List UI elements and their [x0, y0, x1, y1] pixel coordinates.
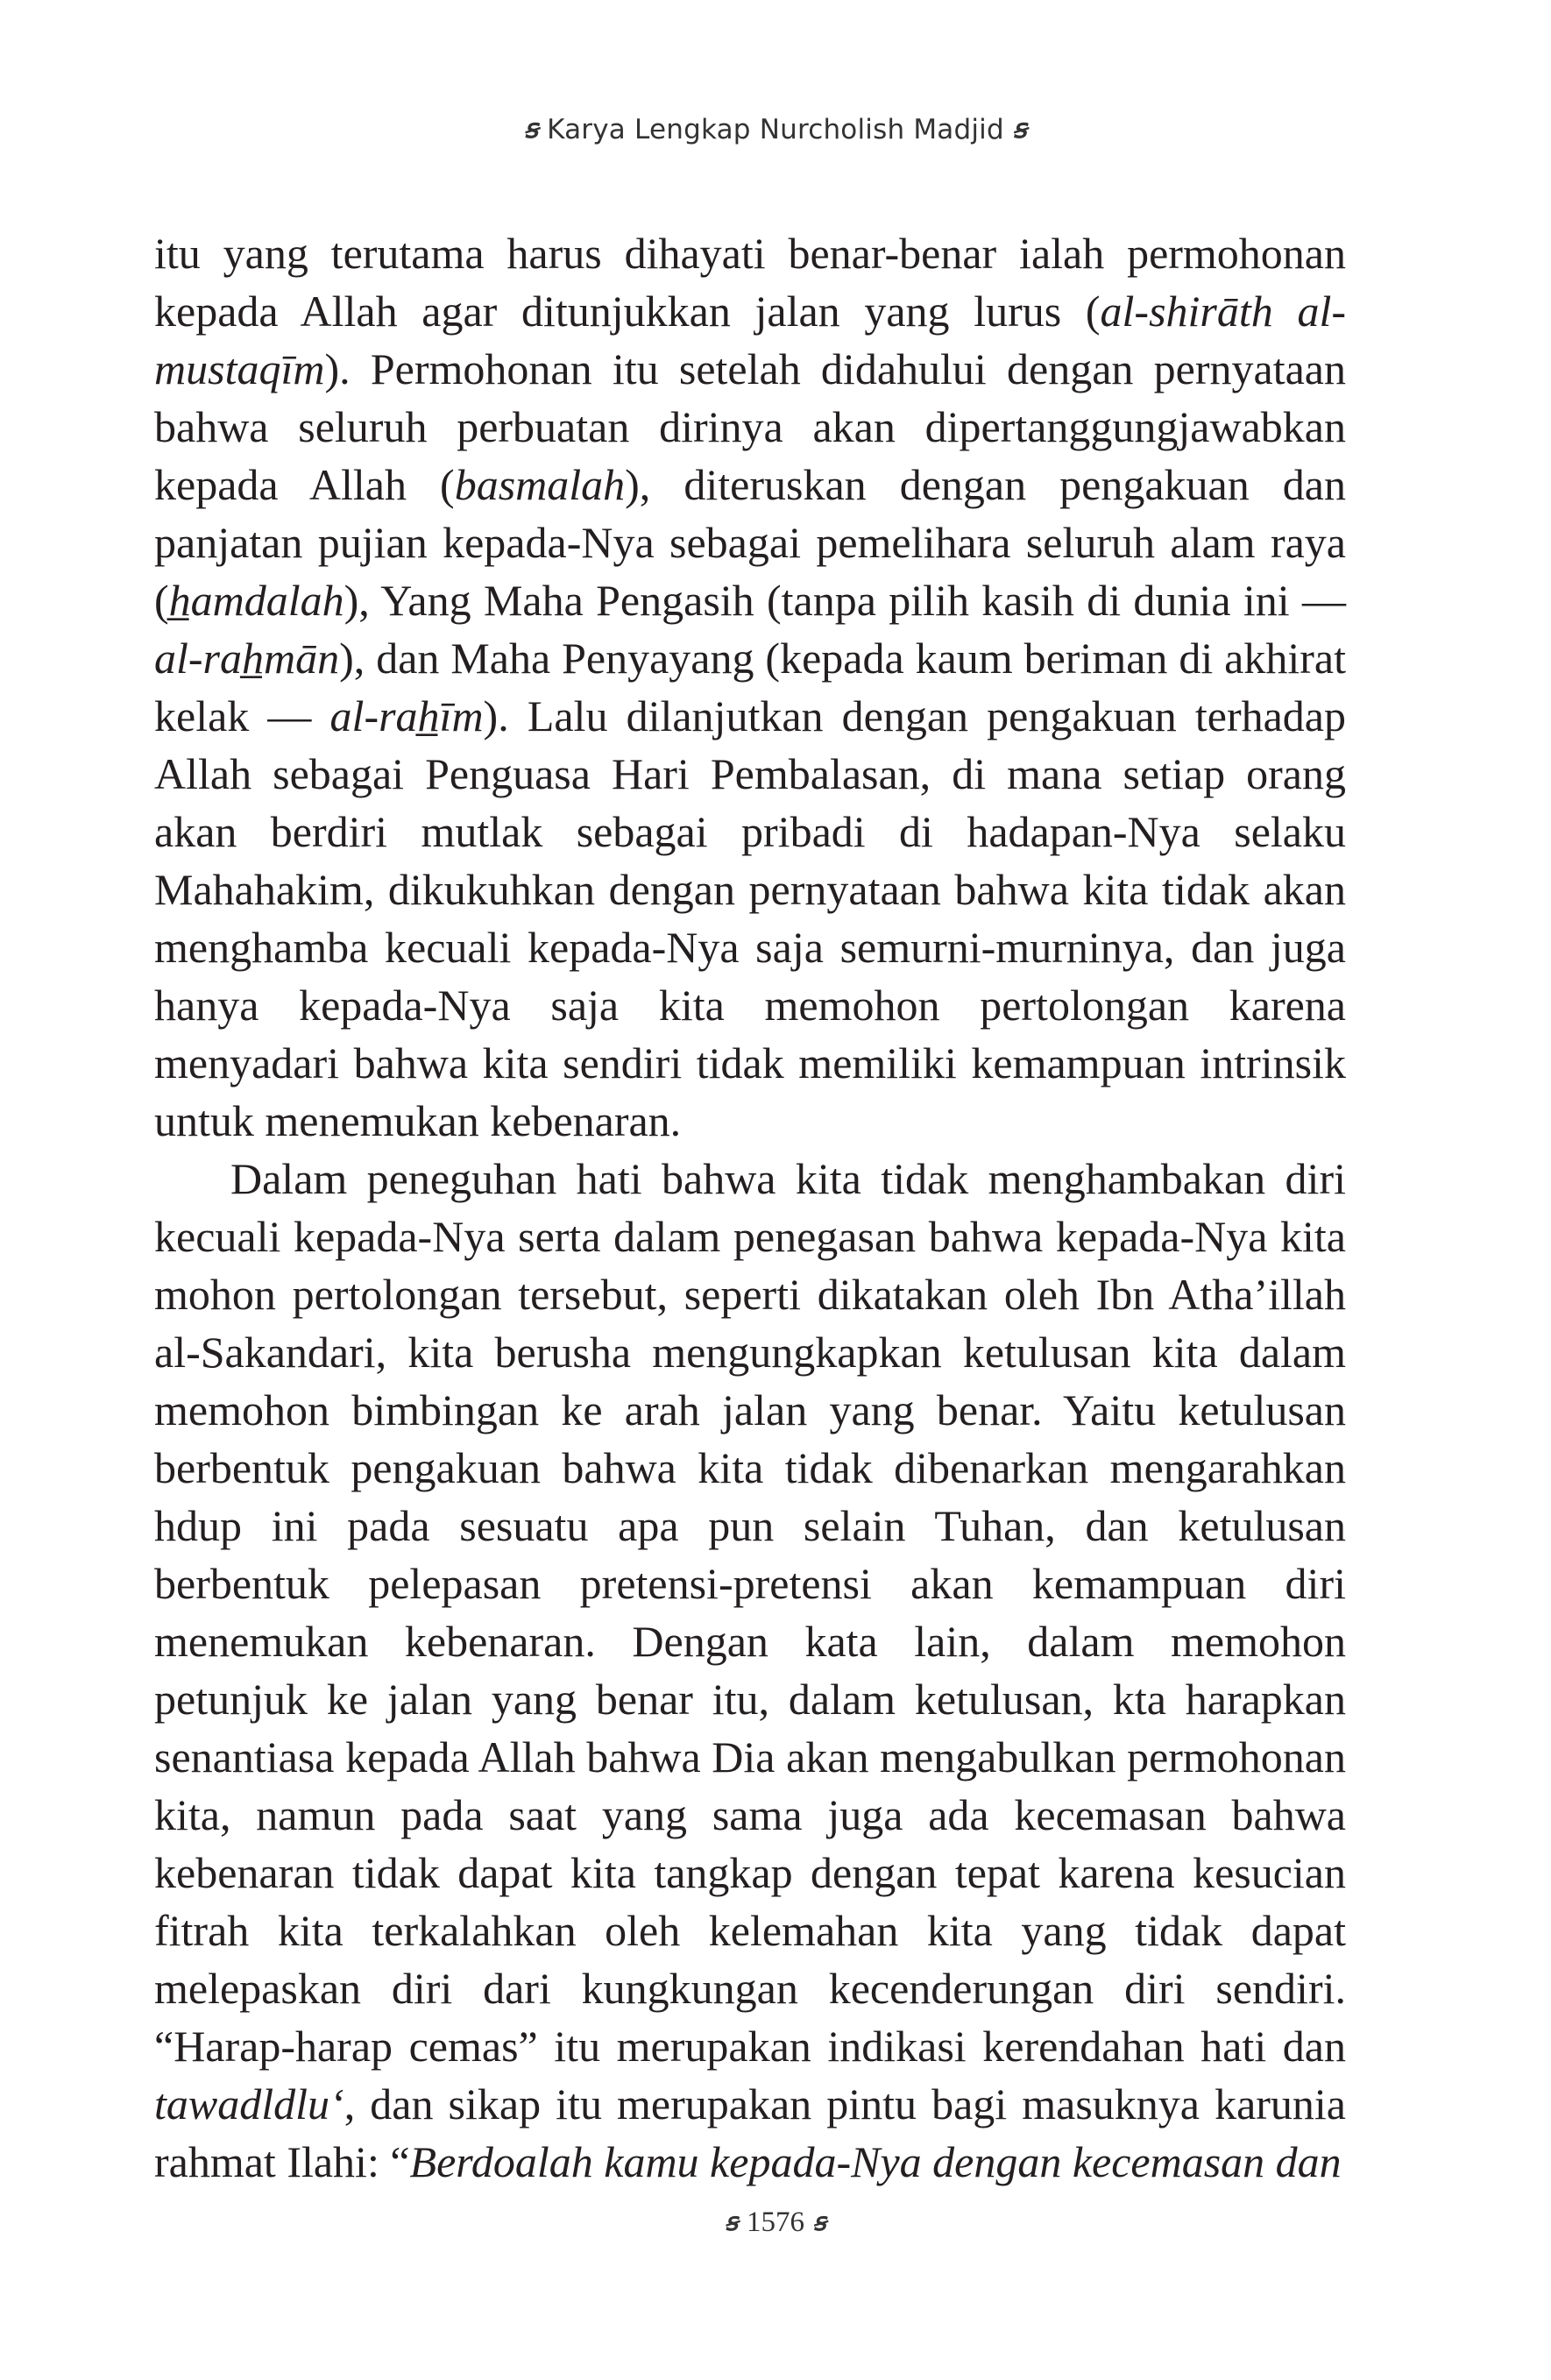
ornament-left-icon: ꞩ [524, 114, 539, 145]
italic-term: al-rah̲īm [329, 691, 484, 740]
paragraph [154, 224, 1346, 1150]
italic-term: al-shirāth al-mustaqīm [154, 287, 1346, 393]
text-run: ), diteruskan dengan pengakuan dan panjatan pujian kepada-Nya sebagai pemelihara seluruh alam raya ( [154, 460, 1346, 625]
header-title: Karya Lengkap Nurcholish Madjid [547, 114, 1004, 145]
text-run: Dalam peneguhan hati bahwa kita tidak menghambakan diri kecuali kepada-Nya serta dalam penegasan bahwa kepada-Nya kita mohon pertolongan tersebut, seperti dikatakan oleh Ibn Atha’illah al-Sakandari, kita berusha mengungkapkan ketulusan kita dalam memohon bimbingan ke arah jalan yang benar. Yaitu ketulusan berbentuk pengakuan bahwa kita tidak dibenarkan mengarahkan hdup ini pada sesuatu apa pun selain Tuhan, dan ketulusan berbentuk pelepasan pretensi-pretensi akan kemampuan diri menemukan kebenaran. Dengan kata lain, dalam memohon petunjuk ke jalan yang benar itu, dalam ketulusan, kta harapkan senantiasa kepada Allah bahwa Dia akan mengabulkan permohonan kita, namun pada saat yang sama juga ada kecemasan bahwa kebenaran tidak dapat kita tangkap dengan tepat karena kesucian fitrah kita terkalahkan oleh kelemahan kita yang tidak dapat melepaskan diri dari kungkungan kecenderungan diri sendiri. “Harap-harap cemas” itu merupakan indikasi kerendahan hati dan [154, 1154, 1346, 2071]
paragraph [154, 1150, 1346, 2191]
text-run: itu yang terutama harus dihayati benar-benar ialah permohonan kepada Allah agar ditunjukkan jalan yang lurus ( [154, 229, 1346, 336]
italic-term: tawadldlu‘ [154, 2079, 344, 2129]
text-run: ), dan Maha Penyayang (kepada kaum beriman di akhirat kelak — [154, 634, 1346, 740]
footer-ornament-left-icon: ꞩ [725, 2207, 738, 2236]
italic-term: h̲amdalah [168, 576, 344, 625]
text-run: ). Lalu dilanjutkan dengan pengakuan terhadap Allah sebagai Penguasa Hari Pembalasan, di mana setiap orang akan berdiri mutlak sebagai pribadi di hadapan-Nya selaku Mahahakim, dikukuhkan dengan pernyataan bahwa kita tidak akan menghamba kecuali kepada-Nya saja semurni-murninya, dan juga hanya kepada-Nya saja kita memohon pertolongan karena menyadari bahwa kita sendiri tidak memiliki kemampuan intrinsik untuk menemukan kebenaran. [154, 691, 1347, 1145]
ornament-right-icon: ꞩ [1012, 114, 1027, 145]
text-run: ), Yang Maha Pengasih (tanpa pilih kasih di dunia ini — [343, 576, 1346, 625]
page-number: 1576 [747, 2206, 804, 2238]
page-footer [0, 2206, 1551, 2239]
text-run: , dan sikap itu merupakan pintu bagi masuknya karunia rahmat Ilahi: “ [154, 2079, 1346, 2186]
italic-term: basmalah [454, 460, 626, 509]
running-header [0, 114, 1551, 145]
italic-term: Berdoalah kamu kepada-Nya dengan kecemasan dan [409, 2137, 1342, 2186]
body-text [154, 224, 1346, 2191]
footer-ornament-right-icon: ꞩ [813, 2207, 826, 2236]
italic-term: al-rah̲mān [154, 634, 340, 683]
text-run: ). Permohonan itu setelah didahului dengan pernyataan bahwa seluruh perbuatan dirinya akan dipertanggungjawabkan kepada Allah ( [154, 344, 1346, 509]
